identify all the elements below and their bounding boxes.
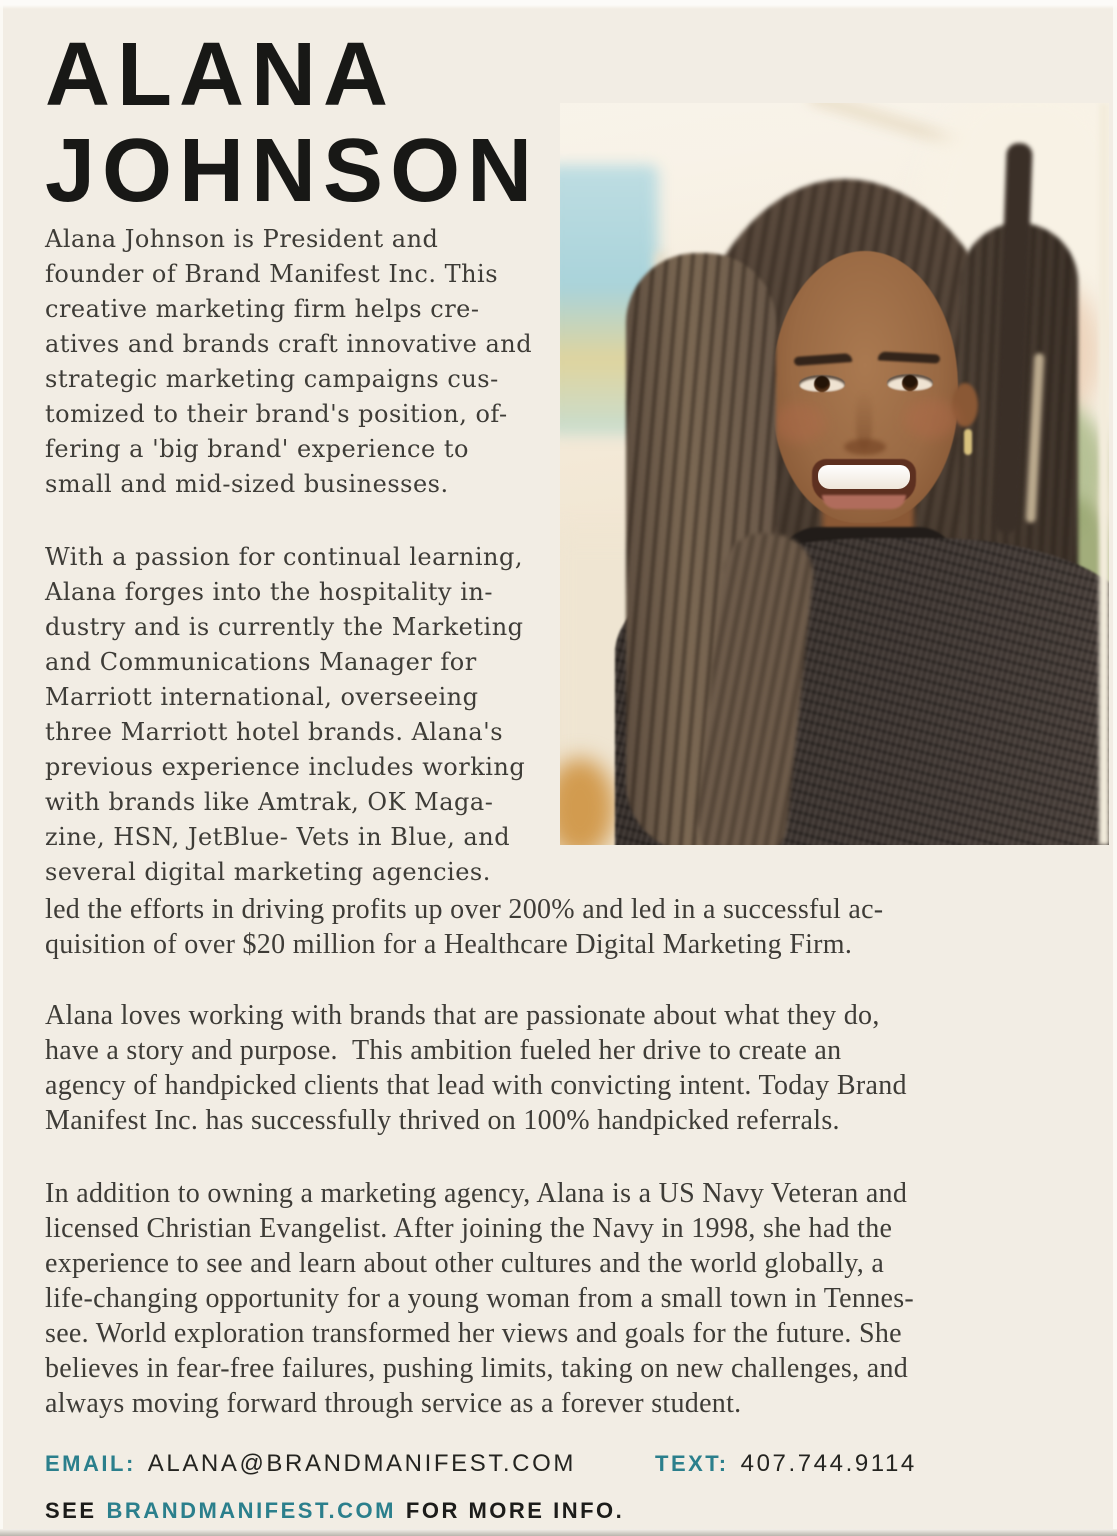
text-line: Alana forges into the hospitality in- — [45, 578, 493, 606]
page-edge-top — [0, 0, 1117, 9]
page-edge-right — [1113, 0, 1117, 1536]
photo-eye-left — [799, 375, 845, 392]
photo-teeth — [818, 465, 910, 489]
bio-paragraph-2 — [45, 540, 525, 890]
photo-iris — [814, 376, 830, 392]
text-line: In addition to owning a marketing agency, Alana is a US Navy Veteran and — [45, 1178, 908, 1209]
photo-iris — [902, 375, 918, 391]
text-line: fering a 'big brand' experience to — [45, 435, 469, 463]
text-line: dustry and is currently the Marketing — [45, 613, 524, 641]
text-line: agency of handpicked clients that lead with convicting intent. Today Brand — [45, 1070, 907, 1101]
text-line: see. World exploration transformed her views and goals for the future. She — [45, 1318, 902, 1349]
photo-nose-shadow — [844, 439, 886, 455]
text-line: tomized to their brand's position, of- — [45, 400, 508, 428]
text-line: Alana Johnson is President and — [45, 225, 439, 253]
text-line: several digital marketing agencies. — [45, 858, 491, 886]
page-title-line2: JOHNSON — [45, 121, 540, 221]
email-row — [45, 1450, 576, 1478]
email-address[interactable]: ALANA@BRANDMANIFEST.COM — [147, 1450, 576, 1477]
text-line: licensed Christian Evangelist. After joining the Navy in 1998, she had the — [45, 1213, 893, 1244]
more-info-row — [45, 1498, 624, 1524]
profile-photo — [560, 103, 1109, 845]
text-label: TEXT: — [655, 1451, 729, 1476]
text-line: zine, HSN, JetBlue- Vets in Blue, and — [45, 823, 511, 851]
more-info-text: FOR MORE INFO. — [405, 1498, 625, 1523]
text-line: Manifest Inc. has successfully thrived on 100% handpicked referrals. — [45, 1105, 840, 1136]
photo-cheek — [904, 399, 958, 439]
text-line: led the efforts in driving profits up over 200% and led in a successful ac- — [45, 894, 884, 925]
text-line: founder of Brand Manifest Inc. This — [45, 260, 499, 288]
text-line: and Communications Manager for — [45, 648, 477, 676]
photo-right-wall-strip — [1099, 103, 1109, 845]
text-line: atives and brands craft innovative and — [45, 330, 533, 358]
website-link[interactable]: BRANDMANIFEST.COM — [106, 1498, 396, 1523]
bio-paragraph-4 — [45, 998, 907, 1138]
text-line: experience to see and learn about other cultures and the world globally, a — [45, 1248, 885, 1279]
bio-paragraph-1 — [45, 222, 532, 502]
text-row — [655, 1450, 917, 1478]
text-line: life-changing opportunity for a young woman from a small town in Tennes- — [45, 1283, 915, 1314]
page-edge-bottom — [0, 1529, 1117, 1536]
text-line: previous experience includes working — [45, 753, 526, 781]
page-title-line1: ALANA — [45, 25, 395, 125]
text-line: small and mid-sized businesses. — [45, 470, 449, 498]
bio-paragraph-5 — [45, 1176, 914, 1421]
text-line: creative marketing firm helps cre- — [45, 295, 480, 323]
photo-eye-right — [887, 374, 933, 391]
text-line: believes in fear-free failures, pushing limits, taking on new challenges, and — [45, 1353, 909, 1384]
see-text: SEE — [45, 1498, 97, 1523]
photo-cheek — [772, 403, 826, 443]
text-line: with brands like Amtrak, OK Maga- — [45, 788, 494, 816]
text-line: three Marriott hotel brands. Alana's — [45, 718, 504, 746]
page-edge-left — [0, 0, 3, 1536]
email-label: EMAIL: — [45, 1451, 136, 1476]
text-line: Alana loves working with brands that are passionate about what they do, — [45, 1000, 880, 1031]
bio-paragraph-3 — [45, 892, 883, 962]
photo-lower-lip — [822, 495, 906, 509]
photo-earring — [964, 429, 972, 455]
text-line: have a story and purpose. This ambition fueled her drive to create an — [45, 1035, 842, 1066]
text-line: Marriott international, overseeing — [45, 683, 479, 711]
phone-number[interactable]: 407.744.9114 — [740, 1450, 917, 1477]
text-line: quisition of over $20 million for a Healthcare Digital Marketing Firm. — [45, 929, 853, 960]
text-line: With a passion for continual learning, — [45, 543, 523, 571]
text-line: strategic marketing campaigns cus- — [45, 365, 499, 393]
text-line: always moving forward through service as a forever student. — [45, 1388, 742, 1419]
